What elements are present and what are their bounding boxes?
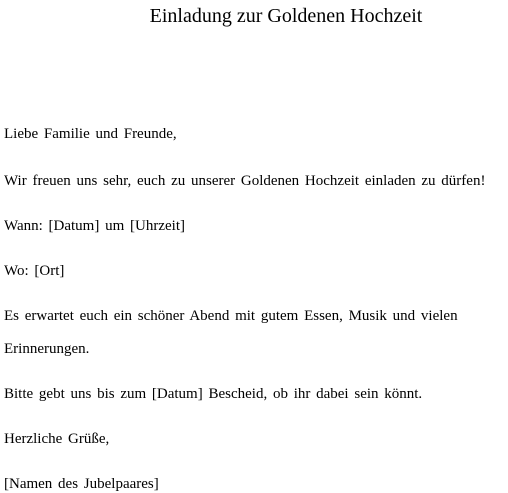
where-line: Wo: [Ort]	[4, 263, 65, 279]
expectation-line-2: Erinnerungen.	[4, 341, 90, 357]
when-line: Wann: [Datum] um [Uhrzeit]	[4, 218, 185, 234]
signature-line: [Namen des Jubelpaares]	[4, 476, 159, 492]
invitation-title: Einladung zur Goldenen Hochzeit	[149, 5, 423, 27]
closing-line: Herzliche Grüße,	[4, 431, 110, 447]
intro-line: Wir freuen uns sehr, euch zu unserer Goldenen Hochzeit einladen zu dürfen!	[4, 173, 486, 189]
expectation-line-1: Es erwartet euch ein schöner Abend mit gutem Essen, Musik und vielen	[4, 308, 458, 324]
rsvp-line: Bitte gebt uns bis zum [Datum] Bescheid, ob ihr dabei sein könnt.	[4, 386, 423, 402]
greeting-line: Liebe Familie und Freunde,	[4, 126, 177, 142]
